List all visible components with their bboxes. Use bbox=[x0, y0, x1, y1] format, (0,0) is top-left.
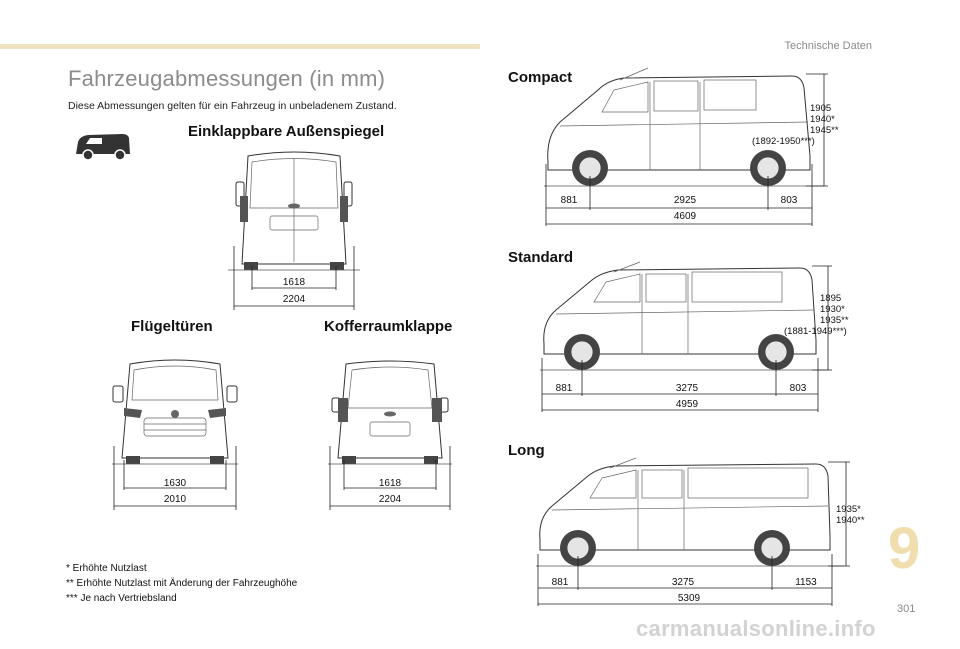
compact-total-length: 4609 bbox=[673, 211, 697, 222]
long-height-1: 1935* bbox=[836, 504, 861, 515]
mirrors-view-title: Einklappbare Außenspiegel bbox=[188, 123, 385, 140]
long-height-2: 1940** bbox=[836, 515, 865, 526]
compact-title: Compact bbox=[508, 69, 573, 86]
tailgate-view-title: Kofferraumklappe bbox=[324, 318, 453, 335]
chapter-number: 9 bbox=[888, 516, 921, 581]
compact-rear-overhang: 803 bbox=[780, 195, 798, 206]
standard-height-1: 1895 bbox=[820, 293, 842, 304]
front-outer-width: 2010 bbox=[163, 494, 187, 505]
compact-heights bbox=[752, 103, 839, 147]
footnote-2: ** Erhöhte Nutzlast mit Änderung der Fahrzeughöhe bbox=[66, 578, 298, 589]
standard-front-overhang: 881 bbox=[555, 383, 573, 394]
long-rear-overhang: 1153 bbox=[795, 577, 817, 588]
standard-height-2: 1930* bbox=[820, 304, 845, 315]
standard-rear-overhang: 803 bbox=[789, 383, 807, 394]
long-total-length: 5309 bbox=[677, 593, 701, 604]
standard-heights bbox=[784, 293, 849, 337]
tailgate-outer-width: 2204 bbox=[378, 494, 402, 505]
long-title: Long bbox=[508, 442, 545, 459]
long-wheelbase: 3275 bbox=[671, 577, 695, 588]
footnote-1: * Erhöhte Nutzlast bbox=[66, 563, 147, 574]
compact-wheelbase: 2925 bbox=[673, 195, 697, 206]
page-subtitle: Diese Abmessungen gelten für ein Fahrzeug in unbeladenem Zustand. bbox=[68, 100, 397, 112]
compact-front-overhang: 881 bbox=[560, 195, 578, 206]
header-accent-bar bbox=[0, 44, 480, 49]
standard-height-4: (1881-1949***) bbox=[784, 326, 847, 337]
long-front-overhang: 881 bbox=[551, 577, 569, 588]
page-title: Fahrzeugabmessungen (in mm) bbox=[68, 66, 386, 91]
tailgate-inner-width: 1618 bbox=[378, 478, 402, 489]
compact-height-3: 1945** bbox=[810, 125, 839, 136]
standard-total-length: 4959 bbox=[675, 399, 699, 410]
footnote-3: *** Je nach Vertriebsland bbox=[66, 593, 177, 604]
front-inner-width: 1630 bbox=[163, 478, 187, 489]
mirrors-inner-width: 1618 bbox=[282, 277, 306, 288]
mirrors-outer-width: 2204 bbox=[282, 294, 306, 305]
compact-height-2: 1940* bbox=[810, 114, 835, 125]
doors-view-title: Flügeltüren bbox=[131, 318, 213, 335]
standard-height-3: 1935** bbox=[820, 315, 849, 326]
watermark: carmanualsonline.info bbox=[636, 616, 876, 641]
standard-title: Standard bbox=[508, 249, 574, 266]
section-title: Technische Daten bbox=[784, 40, 872, 52]
compact-height-1: 1905 bbox=[810, 103, 832, 114]
long-heights bbox=[836, 504, 865, 526]
page-number: 301 bbox=[897, 603, 916, 615]
compact-height-4: (1892-1950***) bbox=[752, 136, 815, 147]
van-icon bbox=[72, 130, 134, 162]
standard-wheelbase: 3275 bbox=[675, 383, 699, 394]
